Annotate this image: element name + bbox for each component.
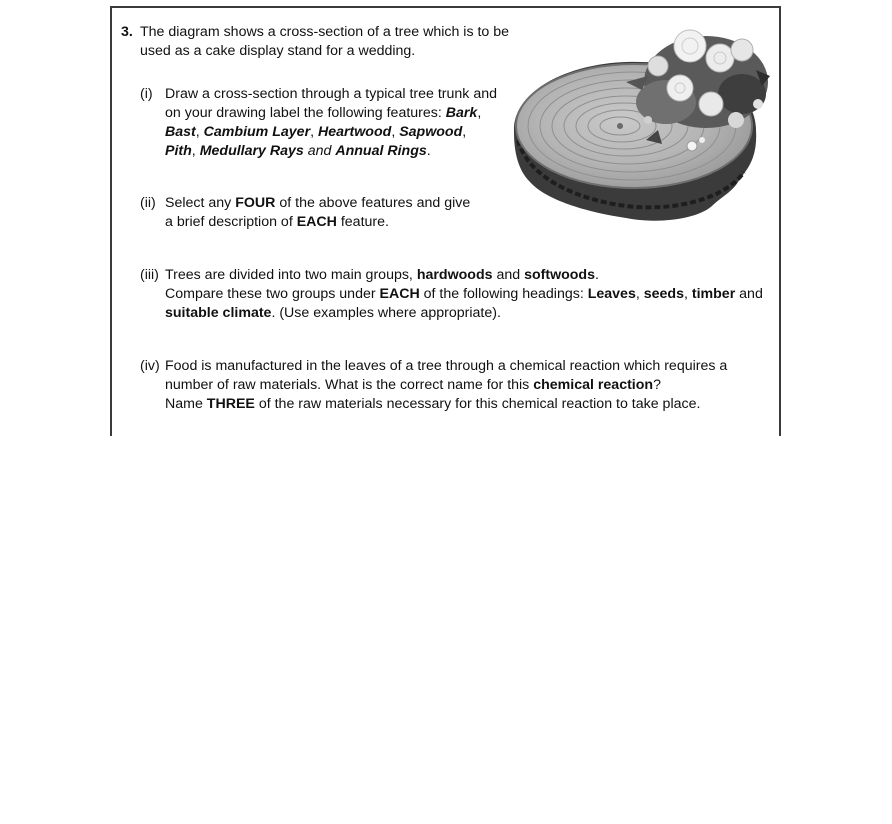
- term-seeds: seeds: [643, 286, 684, 302]
- text-run: .: [426, 143, 431, 159]
- text-run: a brief description of: [165, 214, 297, 230]
- part-ii-line-2: [165, 213, 470, 232]
- part-ii: [140, 194, 470, 232]
- part-iii: [140, 266, 763, 323]
- part-i-line-1: Draw a cross-section through a typical tree trunk and: [165, 86, 497, 102]
- part-iii-line-3: [165, 304, 763, 323]
- text-run: Trees are divided into two main groups,: [165, 267, 417, 283]
- part-i-line-3: [165, 123, 497, 142]
- part-iv: [140, 357, 727, 414]
- part-iv-line-1: Food is manufactured in the leaves of a tree through a chemical reaction which requires a: [165, 358, 728, 374]
- emphasis-each: EACH: [296, 214, 337, 230]
- text-run: ,: [462, 124, 467, 140]
- text-run: ,: [635, 286, 644, 302]
- text-run: and: [303, 143, 336, 159]
- part-iv-line-3: [165, 395, 727, 414]
- text-run: ,: [195, 124, 204, 140]
- term-sapwood: Sapwood: [399, 124, 463, 140]
- part-iv-line-2: [165, 376, 727, 395]
- term-hardwoods: hardwoods: [416, 267, 493, 283]
- part-iii-line-1: [165, 266, 763, 285]
- emphasis-four: FOUR: [235, 195, 276, 211]
- part-i-line-4: [165, 142, 497, 161]
- part-iii-numeral: (iii): [140, 267, 159, 283]
- text-run: ?: [653, 377, 661, 393]
- text-run: ,: [477, 105, 482, 121]
- part-i: [140, 85, 497, 161]
- text-run: ,: [191, 143, 200, 159]
- term-softwoods: softwoods: [524, 267, 595, 283]
- term-suitable-climate: suitable climate: [165, 305, 272, 321]
- text-run: ,: [310, 124, 318, 140]
- term-chemical-reaction: chemical reaction: [533, 377, 654, 393]
- stem-line-1: The diagram shows a cross-section of a tree which is to be: [140, 24, 510, 40]
- emphasis-three: THREE: [206, 396, 255, 412]
- part-ii-line-1: [165, 194, 470, 213]
- text-run: and: [492, 267, 525, 283]
- term-heartwood: Heartwood: [318, 124, 392, 140]
- text-run: Name: [165, 396, 207, 412]
- term-cambium-layer: Cambium Layer: [203, 124, 311, 140]
- part-i-line-2: [165, 104, 497, 123]
- text-run: feature.: [336, 214, 389, 230]
- text-run: number of raw materials. What is the correct name for this: [165, 377, 534, 393]
- term-timber: timber: [691, 286, 736, 302]
- part-i-numeral: (i): [140, 86, 153, 102]
- question-number: 3.: [121, 24, 133, 40]
- term-bast: Bast: [165, 124, 196, 140]
- text-run: of the above features and give: [275, 195, 471, 211]
- question-stem: [140, 23, 520, 61]
- stem-line-2: used as a cake display stand for a wedding.: [140, 43, 416, 59]
- term-pith: Pith: [165, 143, 192, 159]
- term-leaves: Leaves: [587, 286, 636, 302]
- wood-slice-with-flowers-icon: [506, 22, 772, 228]
- text-run: ,: [391, 124, 400, 140]
- part-iv-numeral: (iv): [140, 358, 160, 374]
- text-run: and: [735, 286, 763, 302]
- text-run: .: [595, 267, 599, 283]
- text-run: . (Use examples where appropriate).: [271, 305, 501, 321]
- text-run: Select any: [165, 195, 236, 211]
- term-annual-rings: Annual Rings: [335, 143, 427, 159]
- term-medullary-rays: Medullary Rays: [199, 143, 304, 159]
- text-run: Compare these two groups under: [165, 286, 380, 302]
- text-run: ,: [683, 286, 692, 302]
- text-run: of the following headings:: [419, 286, 588, 302]
- part-ii-numeral: (ii): [140, 195, 156, 211]
- term-bark: Bark: [445, 105, 478, 121]
- part-iii-line-2: [165, 285, 763, 304]
- text-run: on your drawing label the following features:: [165, 105, 446, 121]
- emphasis-each: EACH: [379, 286, 420, 302]
- text-run: of the raw materials necessary for this chemical reaction to take place.: [254, 396, 701, 412]
